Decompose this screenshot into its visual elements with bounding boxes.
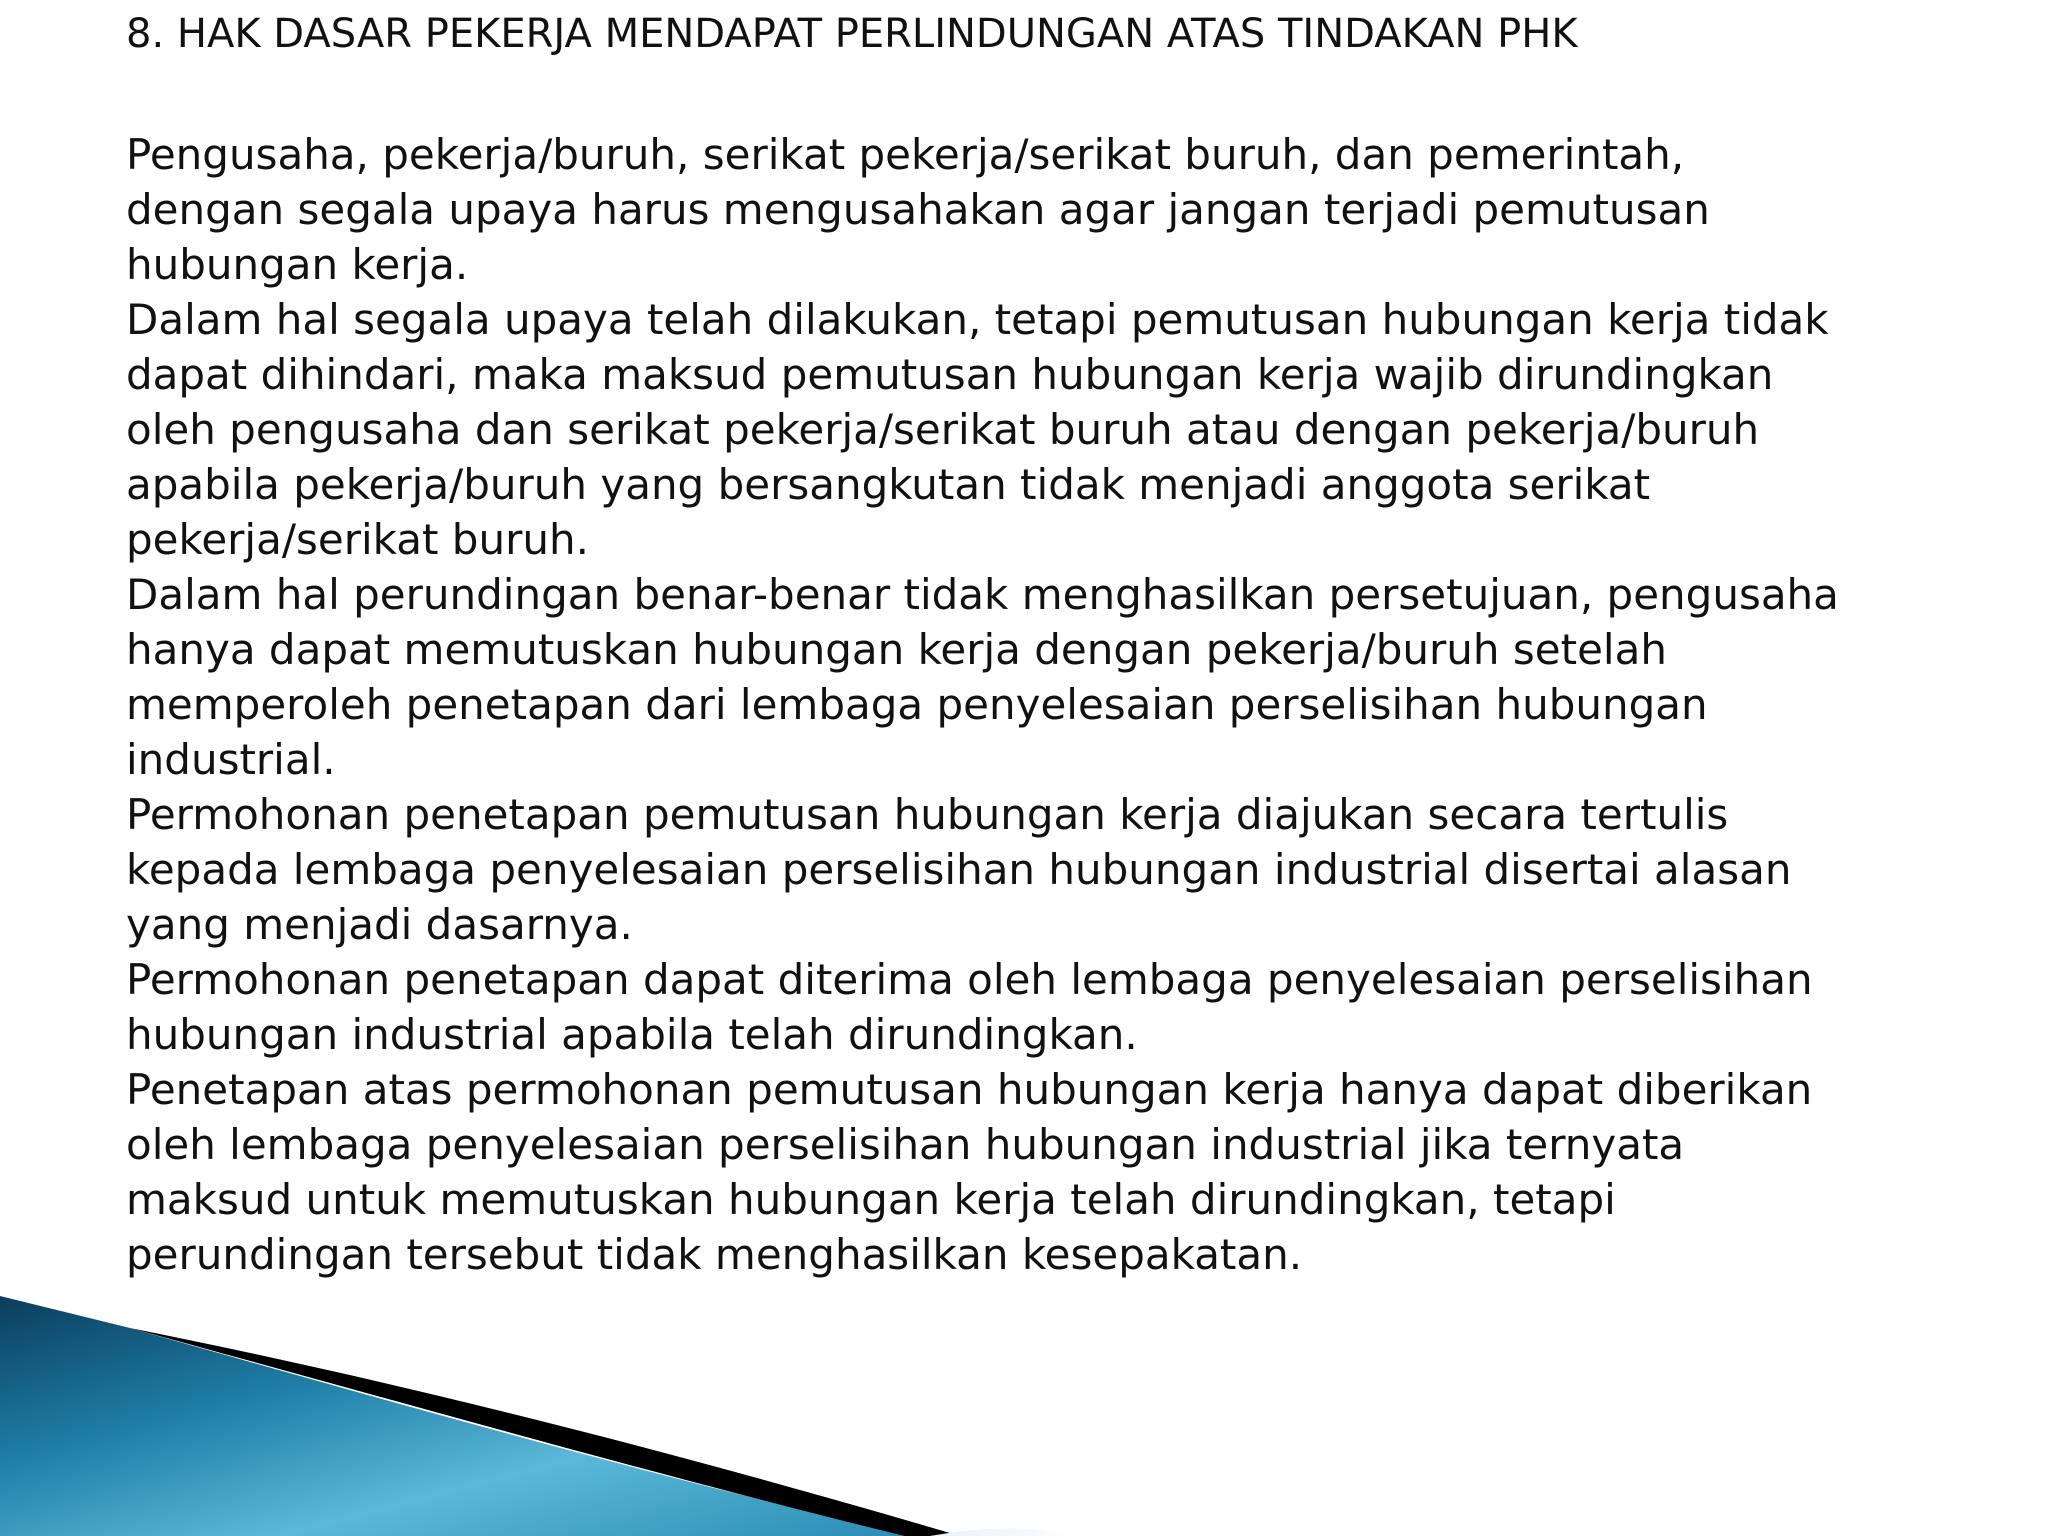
body-line: hubungan industrial apabila telah dirundingkan. — [126, 1010, 1138, 1059]
decorative-wave-graphic — [0, 1240, 2048, 1536]
pale-highlight-shape — [930, 1528, 1080, 1536]
body-line: Dalam hal segala upaya telah dilakukan, tetapi pemutusan hubungan kerja tidak — [126, 295, 1829, 344]
body-line: oleh lembaga penyelesaian perselisihan hubungan industrial jika ternyata — [126, 1120, 1685, 1169]
body-line: perundingan tersebut tidak menghasilkan kesepakatan. — [126, 1230, 1303, 1279]
body-line: maksud untuk memutuskan hubungan kerja telah dirundingkan, tetapi — [126, 1175, 1616, 1224]
body-line: oleh pengusaha dan serikat pekerja/serikat buruh atau dengan pekerja/buruh — [126, 405, 1760, 454]
body-line: pekerja/serikat buruh. — [126, 515, 589, 564]
body-line: dapat dihindari, maka maksud pemutusan hubungan kerja wajib dirundingkan — [126, 350, 1774, 399]
body-line: Dalam hal perundingan benar-benar tidak menghasilkan persetujuan, pengusaha — [126, 570, 1839, 619]
body-line: Permohonan penetapan dapat diterima oleh lembaga penyelesaian perselisihan — [126, 955, 1813, 1004]
body-line: apabila pekerja/buruh yang bersangkutan tidak menjadi anggota serikat — [126, 460, 1651, 509]
body-line: Penetapan atas permohonan pemutusan hubungan kerja hanya dapat diberikan — [126, 1065, 1813, 1114]
slide-title: 8. HAK DASAR PEKERJA MENDAPAT PERLINDUNGAN ATAS TINDAKAN PHK — [126, 11, 1578, 57]
slide-body — [126, 127, 2026, 1282]
body-line: memperoleh penetapan dari lembaga penyelesaian perselisihan hubungan — [126, 680, 1708, 729]
body-line: yang menjadi dasarnya. — [126, 900, 633, 949]
body-line: dengan segala upaya harus mengusahakan agar jangan terjadi pemutusan — [126, 185, 1710, 234]
body-line: kepada lembaga penyelesaian perselisihan hubungan industrial disertai alasan — [126, 845, 1792, 894]
body-line: Permohonan penetapan pemutusan hubungan kerja diajukan secara tertulis — [126, 790, 1729, 839]
body-line: hubungan kerja. — [126, 240, 469, 289]
body-line: industrial. — [126, 735, 336, 784]
body-line: hanya dapat memutuskan hubungan kerja dengan pekerja/buruh setelah — [126, 625, 1667, 674]
body-line: Pengusaha, pekerja/buruh, serikat pekerja/serikat buruh, dan pemerintah, — [126, 130, 1685, 179]
